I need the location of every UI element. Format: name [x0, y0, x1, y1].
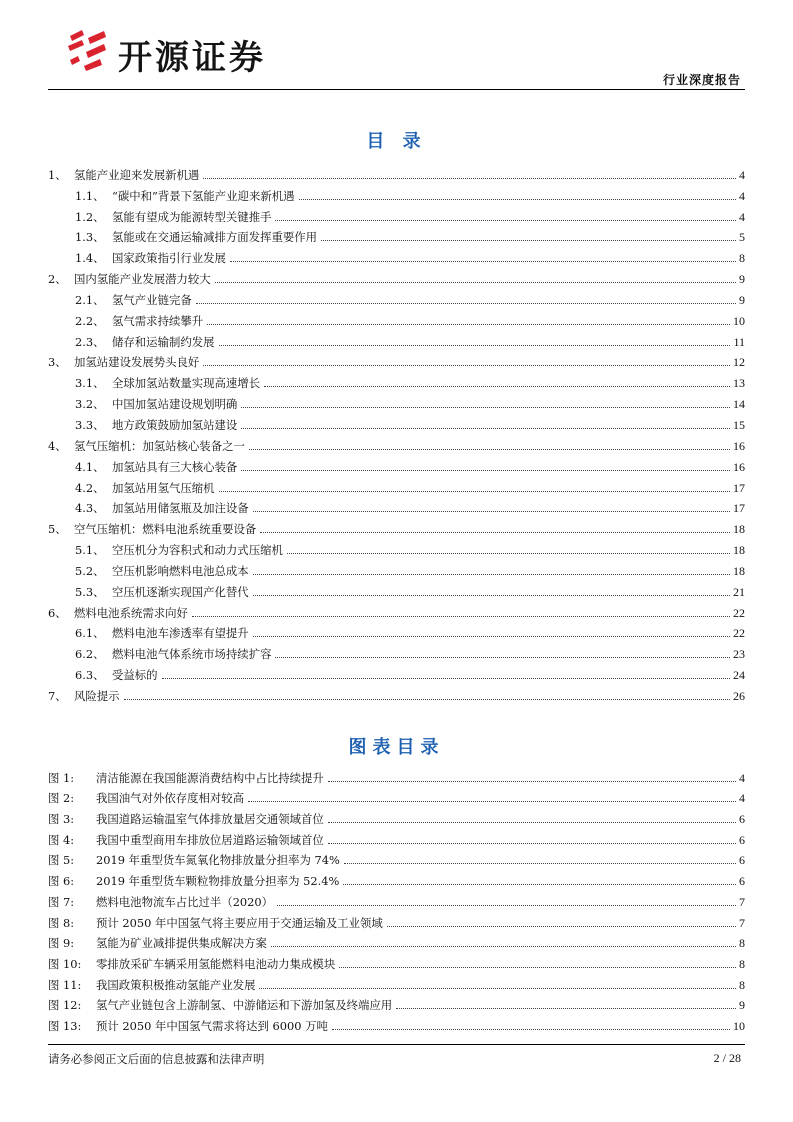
entry-title: 地方政策鼓励加氢站建设 — [112, 417, 238, 432]
dot-leader — [248, 801, 736, 802]
entry-page-number: 7 — [739, 894, 745, 909]
toc-entry[interactable] — [48, 454, 745, 475]
entry-title: 风险提示 — [74, 688, 120, 703]
entry-page-number: 17 — [733, 480, 745, 495]
figure-entry[interactable] — [48, 848, 745, 869]
entry-title: 受益标的 — [112, 668, 158, 683]
entry-number: 5、 — [48, 522, 67, 537]
toc-entry[interactable] — [48, 412, 745, 433]
table-of-contents — [48, 162, 745, 704]
entry-number: 图 5: — [48, 853, 75, 868]
entry-page-number: 9 — [739, 998, 745, 1013]
entry-title: 氢能或在交通运输减排方面发挥重要作用 — [112, 230, 318, 245]
toc-entry[interactable] — [48, 308, 745, 329]
dot-leader — [192, 616, 730, 617]
toc-entry[interactable] — [48, 225, 745, 246]
entry-page-number: 26 — [733, 688, 745, 703]
toc-entry[interactable] — [48, 558, 745, 579]
entry-page-number: 10 — [733, 1018, 745, 1033]
toc-entry[interactable] — [48, 391, 745, 412]
dot-leader — [196, 303, 736, 304]
entry-page-number: 16 — [733, 459, 745, 474]
figure-entry[interactable] — [48, 889, 745, 910]
entry-number: 1、 — [48, 167, 67, 182]
entry-number: 6.2、 — [75, 647, 105, 662]
dot-leader — [328, 843, 736, 844]
dot-leader — [332, 1029, 730, 1030]
dot-leader — [344, 863, 736, 864]
page-indicator: 2 / 28 — [713, 1051, 741, 1065]
entry-page-number: 16 — [733, 438, 745, 453]
entry-title: 氢能有望成为能源转型关键推手 — [112, 209, 272, 224]
dot-leader — [230, 261, 736, 262]
toc-entry[interactable] — [48, 245, 745, 266]
entry-number: 4.2、 — [75, 480, 105, 495]
kaiyuan-logo-icon — [64, 26, 108, 72]
entry-number: 5.3、 — [75, 584, 105, 599]
dot-leader — [241, 428, 730, 429]
toc-entry[interactable] — [48, 621, 745, 642]
entry-page-number: 7 — [739, 915, 745, 930]
entry-page-number: 18 — [733, 543, 745, 558]
entry-title: 空压机分为容积式和动力式压缩机 — [112, 543, 283, 558]
entry-number: 图 4: — [48, 832, 75, 847]
dot-leader — [275, 220, 736, 221]
entry-number: 3.1、 — [75, 376, 105, 391]
figure-entry[interactable] — [48, 1013, 745, 1034]
entry-number: 4.3、 — [75, 501, 105, 516]
toc-entry[interactable] — [48, 475, 745, 496]
dot-leader — [396, 1008, 736, 1009]
entry-title: 储存和运输制约发展 — [112, 334, 215, 349]
entry-number: 图 2: — [48, 791, 75, 806]
entry-page-number: 4 — [739, 770, 745, 785]
entry-title: 氢气产业链完备 — [112, 292, 192, 307]
entry-title: 加氢站用氢气压缩机 — [112, 480, 215, 495]
header-divider — [48, 89, 745, 90]
dot-leader — [339, 967, 736, 968]
entry-number: 1.3、 — [75, 230, 105, 245]
dot-leader — [203, 365, 730, 366]
dot-leader — [287, 553, 730, 554]
entry-page-number: 8 — [739, 251, 745, 266]
entry-number: 3.3、 — [75, 417, 105, 432]
toc-entry[interactable] — [48, 350, 745, 371]
toc-entry[interactable] — [48, 641, 745, 662]
entry-page-number: 6 — [739, 812, 745, 827]
entry-number: 5.2、 — [75, 563, 105, 578]
entry-number: 图 10: — [48, 956, 82, 971]
figure-entry[interactable] — [48, 868, 745, 889]
entry-title: 国内氢能产业发展潜力较大 — [74, 272, 211, 287]
toc-entry[interactable] — [48, 516, 745, 537]
entry-number: 3.2、 — [75, 397, 105, 412]
figure-entry[interactable] — [48, 806, 745, 827]
figure-entry[interactable] — [48, 993, 745, 1014]
entry-page-number: 21 — [733, 584, 745, 599]
entry-number: 图 1: — [48, 770, 75, 785]
dot-leader — [259, 988, 736, 989]
entry-title: 全球加氢站数量实现高速增长 — [112, 376, 261, 391]
entry-page-number: 8 — [739, 977, 745, 992]
entry-page-number: 4 — [739, 791, 745, 806]
dot-leader — [253, 511, 730, 512]
toc-entry[interactable] — [48, 537, 745, 558]
logo-text: 开源证券 — [118, 38, 266, 78]
entry-title: 氢气压缩机：加氢站核心装备之一 — [74, 438, 245, 453]
entry-title: 2019 年重型货车氮氧化物排放量分担率为 74% — [96, 853, 340, 868]
entry-title: 国家政策指引行业发展 — [112, 251, 226, 266]
entry-page-number: 22 — [733, 626, 745, 641]
dot-leader — [328, 781, 736, 782]
toc-entry[interactable] — [48, 662, 745, 683]
entry-page-number: 11 — [733, 334, 745, 349]
figure-list-title: 图表目录 — [348, 737, 445, 758]
dot-leader — [343, 884, 736, 885]
figure-entry[interactable] — [48, 951, 745, 972]
entry-title: 零排放采矿车辆采用氢能燃料电池动力集成模块 — [96, 956, 336, 971]
dot-leader — [387, 926, 736, 927]
entry-title: 空气压缩机：燃料电池系统重要设备 — [74, 522, 257, 537]
dot-leader — [277, 905, 736, 906]
entry-number: 1.4、 — [75, 251, 105, 266]
entry-number: 图 12: — [48, 998, 82, 1013]
entry-number: 1.2、 — [75, 209, 105, 224]
entry-title: 氢气产业链包含上游制氢、中游储运和下游加氢及终端应用 — [96, 998, 393, 1013]
entry-number: 图 7: — [48, 894, 75, 909]
toc-entry[interactable] — [48, 433, 745, 454]
entry-title: 燃料电池系统需求向好 — [74, 605, 188, 620]
entry-title: 氢能产业迎来发展新机遇 — [74, 167, 200, 182]
entry-title: “碳中和”背景下氢能产业迎来新机遇 — [112, 188, 295, 203]
entry-number: 6、 — [48, 605, 67, 620]
entry-page-number: 4 — [739, 188, 745, 203]
entry-page-number: 18 — [733, 522, 745, 537]
figure-entry[interactable] — [48, 786, 745, 807]
entry-number: 图 11: — [48, 977, 82, 992]
toc-entry[interactable] — [48, 370, 745, 391]
entry-number: 7、 — [48, 688, 67, 703]
entry-title: 加氢站建设发展势头良好 — [74, 355, 200, 370]
dot-leader — [215, 282, 736, 283]
dot-leader — [203, 178, 736, 179]
footer-divider — [48, 1044, 745, 1045]
dot-leader — [253, 636, 730, 637]
toc-entry[interactable] — [48, 183, 745, 204]
toc-entry[interactable] — [48, 287, 745, 308]
entry-title: 预计 2050 年中国氢气将主要应用于交通运输及工业领域 — [96, 915, 383, 930]
entry-title: 燃料电池气体系统市场持续扩容 — [112, 647, 272, 662]
entry-number: 2.3、 — [75, 334, 105, 349]
entry-number: 图 8: — [48, 915, 75, 930]
toc-entry[interactable] — [48, 329, 745, 350]
figure-entry[interactable] — [48, 910, 745, 931]
entry-page-number: 8 — [739, 956, 745, 971]
dot-leader — [260, 532, 730, 533]
entry-title: 空压机逐渐实现国产化替代 — [112, 584, 249, 599]
figure-list — [48, 765, 745, 1034]
entry-number: 5.1、 — [75, 543, 105, 558]
entry-title: 加氢站用储氢瓶及加注设备 — [112, 501, 249, 516]
dot-leader — [299, 199, 736, 200]
entry-number: 2.1、 — [75, 292, 105, 307]
toc-entry[interactable] — [48, 204, 745, 225]
toc-entry[interactable] — [48, 600, 745, 621]
dot-leader — [253, 595, 730, 596]
entry-page-number: 9 — [739, 292, 745, 307]
entry-page-number: 24 — [733, 668, 745, 683]
entry-title: 氢气需求持续攀升 — [112, 313, 204, 328]
entry-number: 图 3: — [48, 812, 75, 827]
entry-title: 我国政策积极推动氢能产业发展 — [96, 977, 256, 992]
entry-page-number: 6 — [739, 874, 745, 889]
dot-leader — [219, 345, 731, 346]
dot-leader — [124, 699, 730, 700]
figure-entry[interactable] — [48, 827, 745, 848]
entry-page-number: 15 — [733, 417, 745, 432]
dot-leader — [253, 574, 730, 575]
entry-page-number: 6 — [739, 853, 745, 868]
entry-title: 我国油气对外依存度相对较高 — [96, 791, 245, 806]
entry-title: 空压机影响燃料电池总成本 — [112, 563, 249, 578]
footer-disclaimer: 请务必参阅正文后面的信息披露和法律声明 — [48, 1052, 265, 1066]
entry-page-number: 4 — [739, 209, 745, 224]
dot-leader — [241, 470, 730, 471]
dot-leader — [275, 657, 730, 658]
dot-leader — [328, 822, 736, 823]
entry-title: 2019 年重型货车颗粒物排放量分担率为 52.4% — [96, 874, 340, 889]
entry-page-number: 8 — [739, 936, 745, 951]
dot-leader — [321, 240, 736, 241]
entry-number: 图 6: — [48, 874, 75, 889]
entry-number: 1.1、 — [75, 188, 105, 203]
report-type-label: 行业深度报告 — [662, 73, 741, 87]
entry-page-number: 13 — [733, 376, 745, 391]
entry-title: 我国道路运输温室气体排放量居交通领域首位 — [96, 812, 324, 827]
toc-entry[interactable] — [48, 162, 745, 183]
entry-page-number: 18 — [733, 563, 745, 578]
entry-title: 加氢站具有三大核心装备 — [112, 459, 238, 474]
entry-page-number: 22 — [733, 605, 745, 620]
entry-title: 中国加氢站建设规划明确 — [112, 397, 238, 412]
entry-title: 清洁能源在我国能源消费结构中占比持续提升 — [96, 770, 324, 785]
entry-page-number: 17 — [733, 501, 745, 516]
entry-page-number: 6 — [739, 832, 745, 847]
entry-page-number: 10 — [733, 313, 745, 328]
toc-entry[interactable] — [48, 579, 745, 600]
figure-entry[interactable] — [48, 972, 745, 993]
entry-number: 2.2、 — [75, 313, 105, 328]
toc-title: 目 录 — [366, 131, 427, 152]
entry-page-number: 23 — [733, 647, 745, 662]
entry-title: 氢能为矿业减排提供集成解决方案 — [96, 936, 267, 951]
dot-leader — [264, 386, 730, 387]
entry-title: 我国中重型商用车排放位居道路运输领域首位 — [96, 832, 324, 847]
dot-leader — [207, 324, 730, 325]
toc-entry[interactable] — [48, 683, 745, 704]
entry-number: 图 13: — [48, 1018, 82, 1033]
entry-title: 燃料电池物流车占比过半（2020） — [96, 894, 274, 909]
entry-number: 3、 — [48, 355, 67, 370]
entry-page-number: 14 — [733, 397, 745, 412]
entry-number: 2、 — [48, 272, 67, 287]
entry-page-number: 5 — [739, 230, 745, 245]
entry-number: 4.1、 — [75, 459, 105, 474]
dot-leader — [219, 491, 730, 492]
entry-number: 6.1、 — [75, 626, 105, 641]
dot-leader — [241, 407, 730, 408]
dot-leader — [249, 449, 730, 450]
entry-page-number: 4 — [739, 167, 745, 182]
entry-page-number: 12 — [733, 355, 745, 370]
entry-page-number: 9 — [739, 272, 745, 287]
dot-leader — [271, 946, 736, 947]
toc-entry[interactable] — [48, 266, 745, 287]
entry-number: 6.3、 — [75, 668, 105, 683]
figure-entry[interactable] — [48, 931, 745, 952]
entry-number: 4、 — [48, 438, 67, 453]
dot-leader — [162, 678, 730, 679]
entry-title: 预计 2050 年中国氢气需求将达到 6000 万吨 — [96, 1018, 328, 1033]
figure-entry[interactable] — [48, 765, 745, 786]
entry-title: 燃料电池车渗透率有望提升 — [112, 626, 249, 641]
entry-number: 图 9: — [48, 936, 75, 951]
toc-entry[interactable] — [48, 496, 745, 517]
